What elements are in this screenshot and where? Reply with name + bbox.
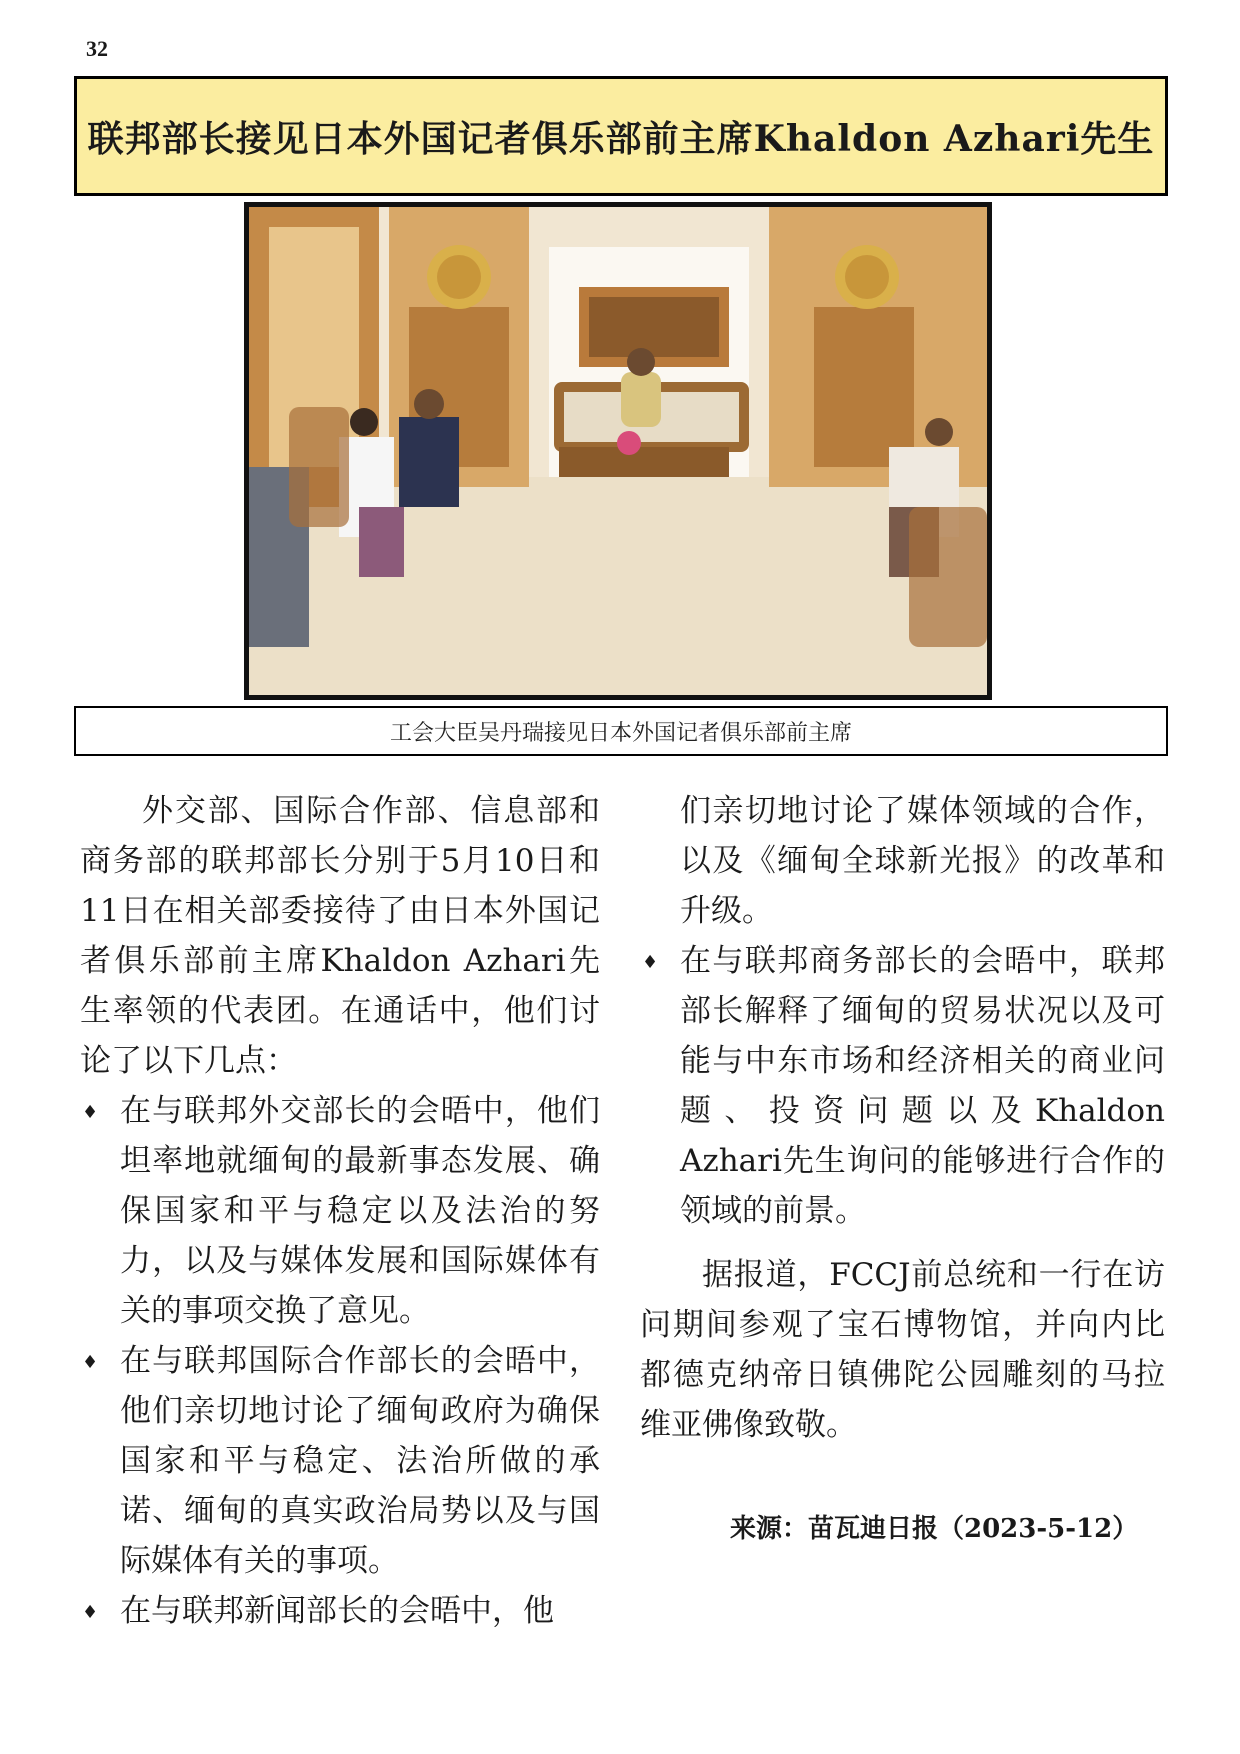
title-banner [74, 76, 1168, 196]
bullet-item [640, 936, 1165, 1236]
bullet-text: 在与联邦国际合作部长的会晤中，他们亲切地讨论了缅甸政府为确保国家和平与稳定、法治所做的承诺、缅甸的真实政治局势以及与国际媒体有关的事项。 [120, 1343, 600, 1579]
diamond-bullet-icon: ♦ [82, 1352, 99, 1373]
bullet-item [80, 1086, 600, 1336]
bullet-text: 在与联邦新闻部长的会晤中，他 [120, 1593, 554, 1629]
right-column [640, 786, 1165, 1450]
bullet-item [80, 1586, 600, 1636]
photo-caption-box [74, 706, 1168, 756]
photo-table [559, 447, 729, 477]
diamond-bullet-icon: ♦ [82, 1602, 99, 1623]
source-line: 来源：苗瓦迪日报（2023-5-12） [730, 1514, 1139, 1544]
diamond-bullet-icon: ♦ [82, 1102, 99, 1123]
diamond-bullet-icon: ♦ [642, 952, 659, 973]
photo-person-left [399, 417, 459, 507]
bullet-text: 在与联邦外交部长的会晤中，他们坦率地就缅甸的最新事态发展、确保国家和平与稳定以及法治的努力，以及与媒体发展和国际媒体有关的事项交换了意见。 [120, 1093, 600, 1329]
meeting-room-photo [249, 207, 987, 695]
bullet-text: 们亲切地讨论了媒体领域的合作，以及《缅甸全球新光报》的改革和升级。 [680, 793, 1165, 929]
photo-person-center [621, 372, 661, 427]
page-number: 32 [86, 36, 108, 61]
bullet-continuation [640, 786, 1165, 936]
article-photo [244, 202, 992, 700]
bullet-text: 在与联邦商务部长的会晤中，联邦部长解释了缅甸的贸易状况以及可能与中东市场和经济相关的商业问题、投资问题以及Khaldon Azhari先生询问的能够进行合作的领域的前景。 [680, 943, 1165, 1229]
left-column [80, 786, 600, 1636]
closing-paragraph: 据报道，FCCJ前总统和一行在访问期间参观了宝石博物馆，并向内比都德克纳帝日镇佛陀公园雕刻的马拉维亚佛像致敬。 [640, 1257, 1165, 1443]
intro-paragraph: 外交部、国际合作部、信息部和商务部的联邦部长分别于5月10日和11日在相关部委接待了由日本外国记者俱乐部前主席Khaldon Azhari先生率领的代表团。在通话中，他们讨论了以下几点： [80, 793, 600, 1079]
article-title: 联邦部长接见日本外国记者俱乐部前主席Khaldon Azhari先生 [87, 117, 1155, 160]
bullet-item [80, 1336, 600, 1586]
photo-caption: 工会大臣吴丹瑞接见日本外国记者俱乐部前主席 [389, 720, 852, 746]
